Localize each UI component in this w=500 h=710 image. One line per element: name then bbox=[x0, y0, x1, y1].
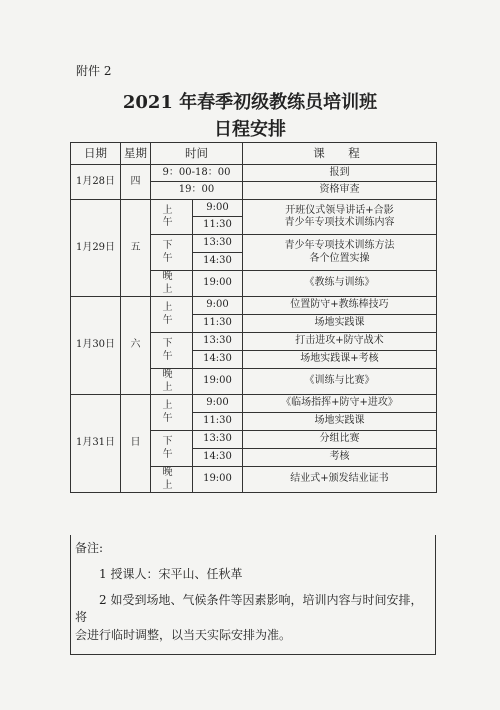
table-header-row bbox=[71, 143, 437, 165]
weekday-cell: 四 bbox=[121, 165, 151, 200]
period-cell: 下 午 bbox=[151, 431, 193, 467]
time-cell: 13:30 bbox=[193, 333, 243, 351]
time-cell: 11:30 bbox=[193, 413, 243, 431]
course-cell: 场地实践课 bbox=[243, 315, 437, 333]
table-row bbox=[71, 165, 437, 182]
time-cell: 14:30 bbox=[193, 253, 243, 271]
notes-heading: 备注: bbox=[75, 541, 104, 555]
table-row bbox=[71, 297, 437, 315]
time-cell: 9:00 bbox=[193, 395, 243, 413]
table-row bbox=[71, 395, 437, 413]
time-cell: 14:30 bbox=[193, 351, 243, 369]
course-cell bbox=[243, 200, 437, 235]
course-cell: 《教练与训练》 bbox=[243, 271, 437, 297]
time-cell: 19：00 bbox=[151, 182, 243, 200]
course-cell: 报到 bbox=[243, 165, 437, 182]
period-cell: 下 午 bbox=[151, 333, 193, 369]
period-cell: 晚 上 bbox=[151, 467, 193, 493]
time-cell: 9:00 bbox=[193, 297, 243, 315]
course-cell: 场地实践课+考核 bbox=[243, 351, 437, 369]
header-date: 日期 bbox=[71, 143, 121, 165]
time-cell: 11:30 bbox=[193, 315, 243, 333]
header-course: 课 程 bbox=[243, 143, 437, 165]
time-cell: 19:00 bbox=[193, 369, 243, 395]
time-cell: 9：00-18：00 bbox=[151, 165, 243, 182]
course-cell: 分组比赛 bbox=[243, 431, 437, 449]
note-adjustment: 2 如受到场地、气候条件等因素影响，培训内容与时间安排，将 bbox=[75, 593, 423, 624]
time-cell: 13:30 bbox=[193, 235, 243, 253]
note-instructors: 1 授课人：宋平山、任秋革 bbox=[99, 567, 243, 581]
time-cell: 19:00 bbox=[193, 271, 243, 297]
time-cell: 19:00 bbox=[193, 467, 243, 493]
course-cell: 打击进攻+防守战术 bbox=[243, 333, 437, 351]
period-cell: 下 午 bbox=[151, 235, 193, 271]
course-cell: 资格审查 bbox=[243, 182, 437, 200]
course-line: 青少年专项技术训练方法 bbox=[284, 240, 395, 251]
note-adjustment-cont: 会进行临时调整，以当天实际安排为准。 bbox=[75, 628, 292, 642]
course-cell: 位置防守+教练棒技巧 bbox=[243, 297, 437, 315]
course-cell: 《训练与比赛》 bbox=[243, 369, 437, 395]
weekday-cell: 日 bbox=[121, 395, 151, 493]
period-cell: 上 午 bbox=[151, 200, 193, 235]
course-cell: 《临场指挥+防守+进攻》 bbox=[243, 395, 437, 413]
date-cell: 1月30日 bbox=[71, 297, 121, 395]
weekday-cell: 五 bbox=[121, 200, 151, 297]
date-cell: 1月28日 bbox=[71, 165, 121, 200]
date-cell: 1月31日 bbox=[71, 395, 121, 493]
course-line: 青少年专项技术训练内容 bbox=[284, 217, 395, 228]
course-line: 开班仪式领导讲话+合影 bbox=[285, 204, 394, 216]
weekday-cell: 六 bbox=[121, 297, 151, 395]
course-line: 各个位置实操 bbox=[309, 252, 370, 264]
time-cell: 14:30 bbox=[193, 449, 243, 467]
table-row bbox=[71, 200, 437, 217]
period-cell: 上 午 bbox=[151, 395, 193, 431]
course-cell: 场地实践课 bbox=[243, 413, 437, 431]
course-cell bbox=[243, 235, 437, 271]
notes-section bbox=[70, 535, 436, 655]
period-cell: 晚 上 bbox=[151, 369, 193, 395]
document-subtitle: 日程安排 bbox=[214, 119, 286, 140]
attachment-label: 附件 2 bbox=[76, 64, 112, 78]
header-weekday: 星期 bbox=[121, 143, 151, 165]
document-title: 2021 年春季初级教练员培训班 bbox=[122, 92, 378, 113]
date-cell: 1月29日 bbox=[71, 200, 121, 297]
schedule-table bbox=[70, 142, 437, 493]
time-cell: 13:30 bbox=[193, 431, 243, 449]
course-cell: 考核 bbox=[243, 449, 437, 467]
period-cell: 上 午 bbox=[151, 297, 193, 333]
time-cell: 9:00 bbox=[193, 200, 243, 217]
header-time: 时间 bbox=[151, 143, 243, 165]
time-cell: 11:30 bbox=[193, 217, 243, 235]
period-cell: 晚 上 bbox=[151, 271, 193, 297]
course-cell: 结业式+颁发结业证书 bbox=[243, 467, 437, 493]
